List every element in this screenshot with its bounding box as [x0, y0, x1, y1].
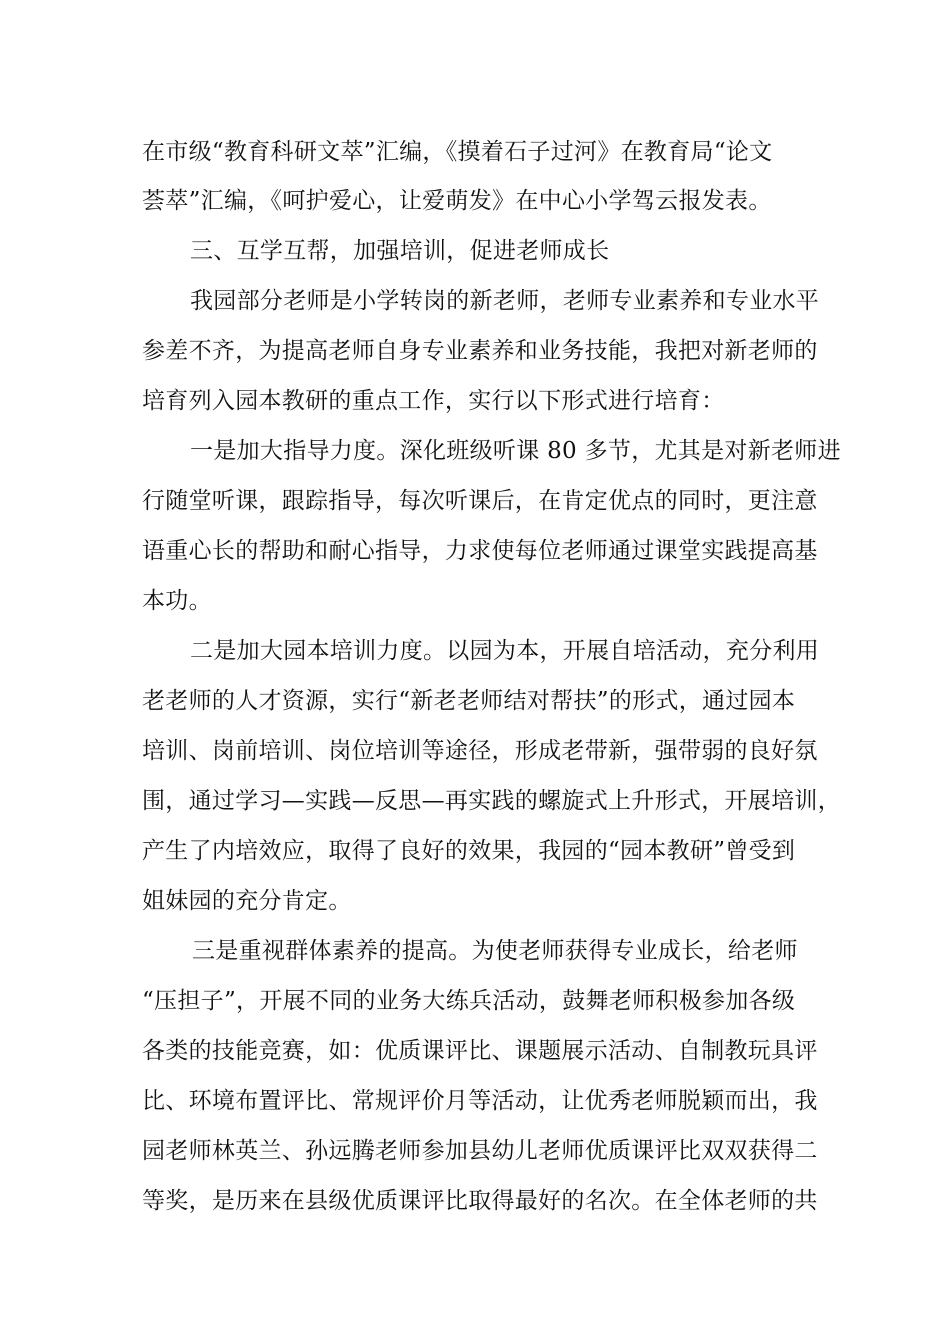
paragraph-line: 本功。 — [142, 588, 212, 614]
paragraph-line: “压担子”，开展不同的业务大练兵活动，鼓舞老师积极参加各级 — [142, 988, 796, 1014]
paragraph-line: 培育列入园本教研的重点工作，实行以下形式进行培育： — [142, 388, 725, 414]
paragraph-line: 各类的技能竞赛，如：优质课评比、课题展示活动、自制教玩具评 — [142, 1038, 818, 1064]
paragraph-line: 比、环境布置评比、常规评价月等活动，让优秀老师脱颖而出，我 — [142, 1088, 818, 1114]
paragraph-line: 荟萃”汇编，《呵护爱心，让爱萌发》在中心小学驾云报发表。 — [142, 188, 772, 214]
paragraph-line: 一是加大指导力度。深化班级听课 80 多节，尤其是对新老师进 — [190, 438, 841, 464]
paragraph-line: 二是加大园本培训力度。以园为本，开展自培活动，充分利用 — [190, 638, 820, 664]
paragraph-line: 围，通过学习—实践—反思—再实践的螺旋式上升形式，开展培训， — [142, 788, 841, 814]
paragraph-line: 姐妹园的充分肯定。 — [142, 888, 352, 914]
paragraph-line: 在市级“教育科研文萃”汇编，《摸着石子过河》在教育局“论文 — [142, 139, 773, 165]
paragraph-line: 老老师的人才资源，实行“新老老师结对帮扶”的形式，通过园本 — [142, 688, 796, 714]
section-heading: 三、互学互帮，加强培训，促进老师成长 — [190, 238, 610, 264]
paragraph-line: 参差不齐，为提高老师自身专业素养和业务技能，我把对新老师的 — [142, 338, 818, 364]
paragraph-line: 我园部分老师是小学转岗的新老师，老师专业素养和专业水平 — [190, 288, 820, 314]
paragraph-line: 园老师林英兰、孙远腾老师参加县幼儿老师优质课评比双双获得二 — [142, 1138, 818, 1164]
paragraph-line: 语重心长的帮助和耐心指导，力求使每位老师通过课堂实践提高基 — [142, 538, 818, 564]
paragraph-line: 等奖，是历来在县级优质课评比取得最好的名次。在全体老师的共 — [142, 1188, 818, 1214]
paragraph-line: 产生了内培效应，取得了良好的效果，我园的“园本教研”曾受到 — [142, 838, 796, 864]
paragraph-line: 三是重视群体素养的提高。为使老师获得专业成长，给老师 — [192, 938, 798, 964]
paragraph-line: 培训、岗前培训、岗位培训等途径，形成老带新，强带弱的良好氛 — [142, 738, 818, 764]
paragraph-line: 行随堂听课，跟踪指导，每次听课后，在肯定优点的同时，更注意 — [142, 488, 818, 514]
